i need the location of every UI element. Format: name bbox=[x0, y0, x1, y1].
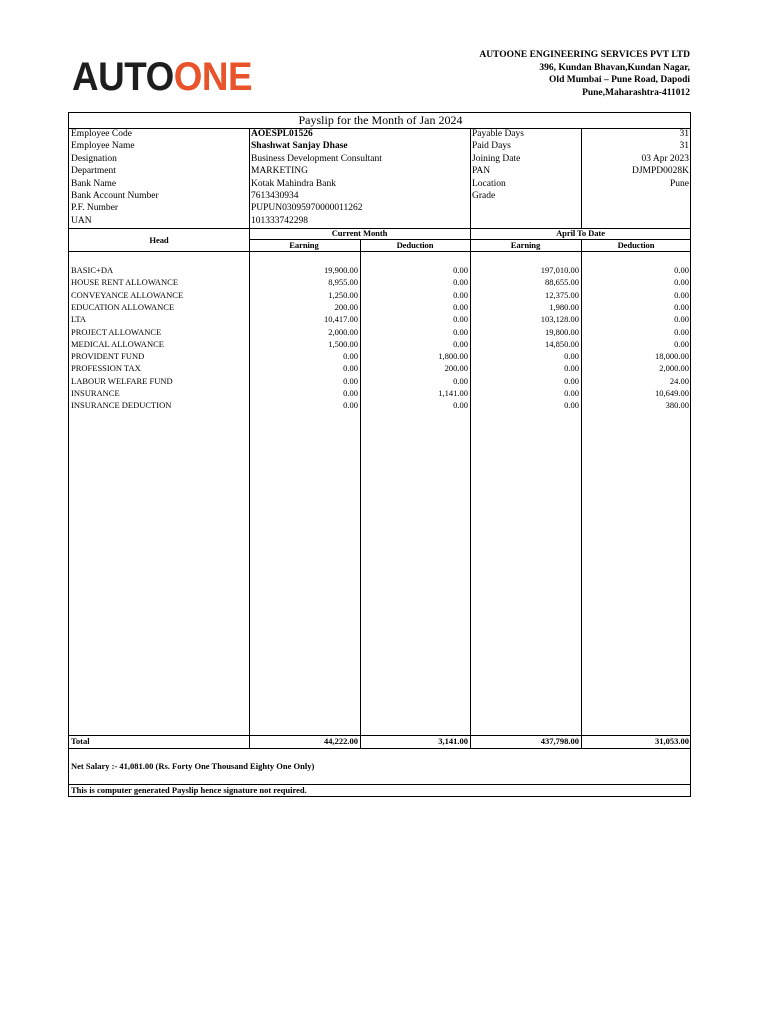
ytd-earning-header: Earning bbox=[510, 240, 541, 250]
row-amount-ytd-deduction: 0.00 bbox=[674, 301, 689, 312]
row-amount-cm-deduction: 0.00 bbox=[453, 265, 468, 275]
row-amount-ytd-earning: 0.00 bbox=[564, 388, 579, 398]
row-amount-cm-earning: 0.00 bbox=[343, 400, 358, 411]
row-amount-cm-deduction: 0.00 bbox=[453, 338, 468, 349]
row-amount-ytd-deduction: 0.00 bbox=[674, 338, 689, 349]
row-head: PROVIDENT FUND bbox=[71, 351, 145, 362]
employee-field-value: PUPUN03095970000011262 bbox=[251, 203, 363, 214]
row-amount-cm-deduction: 0.00 bbox=[453, 289, 468, 300]
employee-field-label: Payable Days bbox=[472, 129, 524, 139]
row-amount-cm-deduction: 0.00 bbox=[453, 277, 468, 288]
company-address-line3: Pune,Maharashtra-411012 bbox=[582, 87, 690, 98]
employee-field-label: Bank Name bbox=[71, 178, 117, 189]
employee-field-label: Paid Days bbox=[472, 141, 511, 152]
divider bbox=[249, 128, 250, 228]
employee-field-label: Joining Date bbox=[472, 153, 521, 164]
row-amount-ytd-deduction: 380.00 bbox=[665, 400, 689, 411]
row-amount-ytd-earning: 88,655.00 bbox=[545, 277, 579, 288]
employee-field-value: DJMPD0028K bbox=[631, 166, 689, 177]
total-cm-deduction: 3,141.00 bbox=[438, 736, 468, 746]
row-amount-ytd-deduction: 18,000.00 bbox=[655, 351, 689, 362]
row-amount-cm-earning: 10,417.00 bbox=[324, 314, 358, 325]
row-head: HOUSE RENT ALLOWANCE bbox=[71, 277, 179, 288]
payslip-table bbox=[68, 112, 691, 797]
row-head: EDUCATION ALLOWANCE bbox=[71, 301, 175, 312]
row-amount-cm-earning: 19,900.00 bbox=[324, 265, 358, 275]
employee-field-value: 31 bbox=[679, 129, 689, 139]
company-logo bbox=[72, 55, 252, 100]
row-head: PROFESSION TAX bbox=[71, 363, 141, 374]
current-month-header: Current Month bbox=[331, 228, 388, 238]
employee-field-value: MARKETING bbox=[251, 166, 308, 177]
row-amount-ytd-deduction: 0.00 bbox=[674, 265, 689, 275]
net-salary: Net Salary :- 41,081.00 (Rs. Forty One Thousand Eighty One Only) bbox=[71, 761, 315, 771]
employee-field-label: Location bbox=[472, 178, 506, 189]
row-amount-cm-earning: 1,250.00 bbox=[328, 289, 358, 300]
ytd-deduction-header: Deduction bbox=[617, 240, 655, 250]
row-amount-cm-deduction: 0.00 bbox=[453, 301, 468, 312]
row-head: BASIC+DA bbox=[71, 265, 114, 275]
row-amount-cm-earning: 0.00 bbox=[343, 375, 358, 386]
total-cm-earning: 44,222.00 bbox=[324, 736, 358, 746]
total-ytd-deduction: 31,053.00 bbox=[655, 736, 689, 746]
footer-note: This is computer generated Payslip hence signature not required. bbox=[71, 785, 307, 795]
company-address-line1: 396, Kundan Bhavan,Kundan Nagar, bbox=[539, 62, 690, 73]
row-amount-cm-deduction: 200.00 bbox=[444, 363, 468, 374]
employee-field-label: Department bbox=[71, 166, 116, 177]
row-amount-ytd-earning: 197,010.00 bbox=[540, 265, 579, 275]
row-amount-cm-earning: 2,000.00 bbox=[328, 326, 358, 337]
row-amount-cm-deduction: 1,800.00 bbox=[438, 351, 468, 362]
employee-field-value: 03 Apr 2023 bbox=[641, 153, 689, 164]
row-amount-cm-deduction: 0.00 bbox=[453, 400, 468, 411]
logo-text-one: ONE bbox=[173, 55, 253, 99]
row-amount-ytd-deduction: 2,000.00 bbox=[659, 363, 689, 374]
employee-field-label: UAN bbox=[71, 215, 92, 226]
cm-earning-header: Earning bbox=[289, 240, 319, 250]
row-amount-ytd-earning: 0.00 bbox=[564, 400, 579, 411]
total-ytd-earning: 437,798.00 bbox=[540, 736, 579, 746]
row-amount-cm-deduction: 1,141.00 bbox=[438, 388, 468, 398]
employee-field-value: Kotak Mahindra Bank bbox=[251, 178, 336, 189]
divider bbox=[69, 748, 690, 749]
employee-field-label: Grade bbox=[472, 191, 496, 201]
employee-field-label: PAN bbox=[472, 166, 491, 177]
row-amount-ytd-deduction: 0.00 bbox=[674, 289, 689, 300]
row-head: LTA bbox=[71, 314, 87, 325]
row-amount-cm-deduction: 0.00 bbox=[453, 314, 468, 325]
head-column-header: Head bbox=[149, 235, 169, 245]
logo-text-auto: AUTO bbox=[72, 55, 174, 99]
employee-field-label: Employee Code bbox=[71, 129, 132, 139]
employee-field-label: Designation bbox=[71, 153, 117, 164]
employee-field-value: Pune bbox=[670, 178, 689, 189]
divider bbox=[581, 128, 582, 228]
employee-field-label: Employee Name bbox=[71, 141, 135, 152]
row-head: INSURANCE DEDUCTION bbox=[71, 400, 172, 411]
employee-field-value: Shashwat Sanjay Dhase bbox=[251, 141, 348, 152]
row-head: PROJECT ALLOWANCE bbox=[71, 326, 162, 337]
row-head: LABOUR WELFARE FUND bbox=[71, 375, 173, 386]
row-amount-ytd-deduction: 0.00 bbox=[674, 326, 689, 337]
row-head: MEDICAL ALLOWANCE bbox=[71, 338, 164, 349]
company-name: AUTOONE ENGINEERING SERVICES PVT LTD bbox=[479, 50, 690, 60]
company-header bbox=[479, 49, 690, 99]
april-to-date-header: April To Date bbox=[556, 228, 605, 238]
divider bbox=[470, 128, 471, 228]
row-amount-ytd-earning: 103,128.00 bbox=[540, 314, 579, 325]
row-amount-ytd-earning: 0.00 bbox=[564, 375, 579, 386]
row-amount-cm-earning: 8,955.00 bbox=[328, 277, 358, 288]
company-address-line2: Old Mumbai – Pune Road, Dapodi bbox=[549, 75, 690, 85]
row-amount-ytd-earning: 19,800.00 bbox=[545, 326, 579, 337]
row-amount-cm-earning: 0.00 bbox=[343, 351, 358, 362]
payslip-title: Payslip for the Month of Jan 2024 bbox=[298, 113, 463, 127]
row-amount-ytd-earning: 12,375.00 bbox=[545, 289, 579, 300]
row-amount-cm-earning: 200.00 bbox=[334, 301, 358, 312]
total-label: Total bbox=[71, 736, 90, 746]
employee-field-value: 7613430934 bbox=[251, 191, 299, 201]
row-amount-ytd-earning: 1,980.00 bbox=[549, 301, 579, 312]
employee-field-label: P.F. Number bbox=[71, 203, 119, 214]
row-amount-ytd-deduction: 0.00 bbox=[674, 314, 689, 325]
row-amount-cm-earning: 0.00 bbox=[343, 388, 358, 398]
row-amount-ytd-earning: 0.00 bbox=[564, 363, 579, 374]
employee-field-label: Bank Account Number bbox=[71, 191, 159, 201]
row-head: CONVEYANCE ALLOWANCE bbox=[71, 289, 184, 300]
row-amount-ytd-deduction: 0.00 bbox=[674, 277, 689, 288]
row-amount-cm-deduction: 0.00 bbox=[453, 375, 468, 386]
row-amount-cm-earning: 0.00 bbox=[343, 363, 358, 374]
row-amount-ytd-earning: 14,850.00 bbox=[545, 338, 579, 349]
row-head: INSURANCE bbox=[71, 388, 120, 398]
divider bbox=[69, 251, 690, 252]
row-amount-ytd-deduction: 24.00 bbox=[669, 375, 689, 386]
employee-field-value: 101333742298 bbox=[251, 215, 308, 226]
row-amount-cm-earning: 1,500.00 bbox=[328, 338, 358, 349]
row-amount-ytd-earning: 0.00 bbox=[564, 351, 579, 362]
row-amount-ytd-deduction: 10,649.00 bbox=[655, 388, 689, 398]
employee-field-value: AOESPL01526 bbox=[251, 129, 313, 139]
row-amount-cm-deduction: 0.00 bbox=[453, 326, 468, 337]
employee-field-value: Business Development Consultant bbox=[251, 153, 382, 164]
employee-field-value: 31 bbox=[679, 141, 689, 152]
cm-deduction-header: Deduction bbox=[396, 240, 434, 250]
